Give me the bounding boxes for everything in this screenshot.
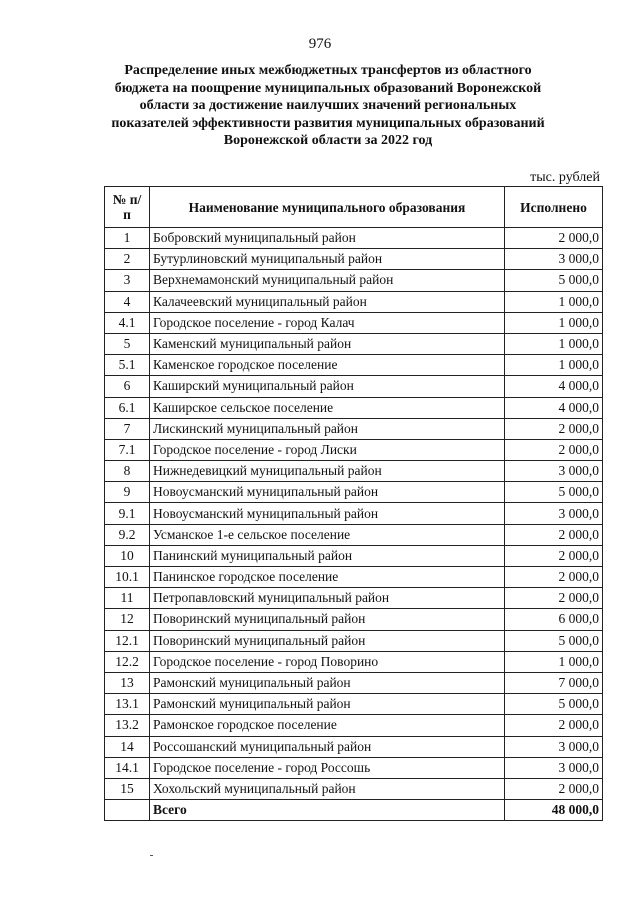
transfers-table [104, 186, 603, 821]
row-value: 1 000,0 [505, 291, 603, 312]
row-name: Усманское 1-е сельское поселение [150, 524, 505, 545]
document-title [110, 62, 546, 150]
row-name: Новоусманский муниципальный район [150, 503, 505, 524]
table-row [105, 270, 603, 291]
row-name: Каменское городское поселение [150, 355, 505, 376]
row-value: 1 000,0 [505, 355, 603, 376]
title-line: бюджета на поощрение муниципальных образований Воронежской [114, 80, 542, 96]
row-name: Калачеевский муниципальный район [150, 291, 505, 312]
row-value: 1 000,0 [505, 312, 603, 333]
table-row [105, 249, 603, 270]
row-num: 5.1 [105, 355, 150, 376]
table-row [105, 588, 603, 609]
table-row [105, 439, 603, 460]
row-num: 14.1 [105, 757, 150, 778]
row-value: 5 000,0 [505, 270, 603, 291]
row-name: Городское поселение - город Лиски [150, 439, 505, 460]
unit-label: тыс. рублей [530, 170, 600, 185]
row-name: Каширский муниципальный район [150, 376, 505, 397]
header-value: Исполнено [505, 187, 603, 228]
table-row [105, 355, 603, 376]
row-num: 12.2 [105, 651, 150, 672]
row-value: 3 000,0 [505, 757, 603, 778]
table-row [105, 291, 603, 312]
total-label: Всего [150, 800, 505, 821]
table-row [105, 228, 603, 249]
row-value: 3 000,0 [505, 461, 603, 482]
table-row [105, 418, 603, 439]
table-row [105, 545, 603, 566]
total-value: 48 000,0 [505, 800, 603, 821]
row-value: 5 000,0 [505, 694, 603, 715]
row-name: Панинский муниципальный район [150, 545, 505, 566]
row-name: Городское поселение - город Россошь [150, 757, 505, 778]
title-line: показателей эффективности развития муниципальных образований [111, 115, 545, 131]
table-row [105, 609, 603, 630]
row-name: Россошанский муниципальный район [150, 736, 505, 757]
row-num: 4 [105, 291, 150, 312]
total-num [105, 800, 150, 821]
row-value: 7 000,0 [505, 672, 603, 693]
row-value: 3 000,0 [505, 736, 603, 757]
title-line: области за достижение наилучших значений региональных [139, 98, 517, 113]
table-row [105, 778, 603, 799]
row-value: 1 000,0 [505, 333, 603, 354]
row-num: 1 [105, 228, 150, 249]
row-value: 2 000,0 [505, 439, 603, 460]
table-row [105, 461, 603, 482]
table-row [105, 630, 603, 651]
row-name: Поворинский муниципальный район [150, 630, 505, 651]
row-name: Новоусманский муниципальный район [150, 482, 505, 503]
row-name: Петропавловский муниципальный район [150, 588, 505, 609]
table-row [105, 672, 603, 693]
row-name: Рамонский муниципальный район [150, 694, 505, 715]
row-name: Каменский муниципальный район [150, 333, 505, 354]
row-name: Городское поселение - город Поворино [150, 651, 505, 672]
row-value: 2 000,0 [505, 567, 603, 588]
row-name: Панинское городское поселение [150, 567, 505, 588]
title-line: Распределение иных межбюджетных трансфертов из областного [124, 63, 532, 78]
row-value: 2 000,0 [505, 545, 603, 566]
row-num: 13.2 [105, 715, 150, 736]
table-row [105, 694, 603, 715]
table-row [105, 567, 603, 588]
table-row [105, 715, 603, 736]
row-num: 10 [105, 545, 150, 566]
title-line: Воронежской области за 2022 год [223, 133, 433, 148]
row-name: Лискинский муниципальный район [150, 418, 505, 439]
row-value: 3 000,0 [505, 249, 603, 270]
row-value: 6 000,0 [505, 609, 603, 630]
row-num: 8 [105, 461, 150, 482]
row-value: 5 000,0 [505, 482, 603, 503]
header-name: Наименование муниципального образования [150, 187, 505, 228]
table-body [105, 228, 603, 821]
row-value: 4 000,0 [505, 397, 603, 418]
row-value: 4 000,0 [505, 376, 603, 397]
row-name: Рамонский муниципальный район [150, 672, 505, 693]
row-num: 6.1 [105, 397, 150, 418]
row-value: 1 000,0 [505, 651, 603, 672]
table-row [105, 397, 603, 418]
table-row [105, 376, 603, 397]
row-num: 6 [105, 376, 150, 397]
row-name: Бобровский муниципальный район [150, 228, 505, 249]
row-value: 2 000,0 [505, 228, 603, 249]
table-header-row [105, 187, 603, 228]
row-num: 9.2 [105, 524, 150, 545]
row-num: 3 [105, 270, 150, 291]
row-num: 13 [105, 672, 150, 693]
table-row [105, 482, 603, 503]
total-row [105, 800, 603, 821]
row-num: 14 [105, 736, 150, 757]
row-name: Поворинский муниципальный район [150, 609, 505, 630]
row-num: 10.1 [105, 567, 150, 588]
row-value: 2 000,0 [505, 588, 603, 609]
table-row [105, 312, 603, 333]
page-number: 976 [308, 36, 332, 52]
row-num: 15 [105, 778, 150, 799]
row-value: 2 000,0 [505, 778, 603, 799]
row-value: 5 000,0 [505, 630, 603, 651]
row-name: Бутурлиновский муниципальный район [150, 249, 505, 270]
row-name: Городское поселение - город Калач [150, 312, 505, 333]
row-name: Рамонское городское поселение [150, 715, 505, 736]
table-row [105, 333, 603, 354]
row-num: 11 [105, 588, 150, 609]
row-name: Нижнедевицкий муниципальный район [150, 461, 505, 482]
row-num: 5 [105, 333, 150, 354]
row-value: 2 000,0 [505, 715, 603, 736]
header-num: № п/п [105, 187, 150, 228]
table-row [105, 524, 603, 545]
row-num: 7.1 [105, 439, 150, 460]
stray-mark [150, 855, 153, 856]
row-value: 2 000,0 [505, 418, 603, 439]
row-num: 7 [105, 418, 150, 439]
table-row [105, 503, 603, 524]
table-row [105, 651, 603, 672]
row-value: 2 000,0 [505, 524, 603, 545]
row-name: Каширское сельское поселение [150, 397, 505, 418]
row-num: 12 [105, 609, 150, 630]
row-num: 13.1 [105, 694, 150, 715]
row-num: 9.1 [105, 503, 150, 524]
table-row [105, 736, 603, 757]
row-num: 12.1 [105, 630, 150, 651]
row-value: 3 000,0 [505, 503, 603, 524]
row-num: 4.1 [105, 312, 150, 333]
row-num: 9 [105, 482, 150, 503]
row-name: Хохольский муниципальный район [150, 778, 505, 799]
table-row [105, 757, 603, 778]
row-num: 2 [105, 249, 150, 270]
row-name: Верхнемамонский муниципальный район [150, 270, 505, 291]
